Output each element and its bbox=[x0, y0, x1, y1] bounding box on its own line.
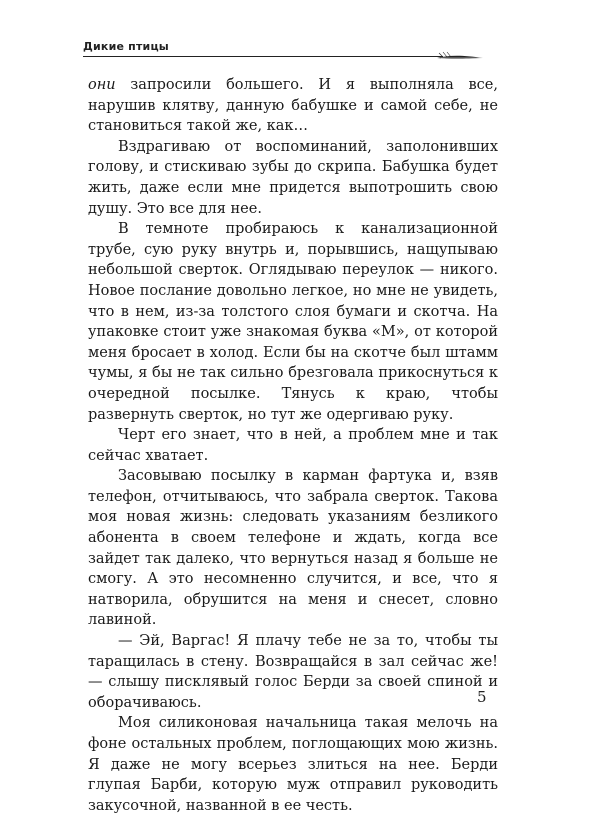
page-number: 5 bbox=[477, 688, 487, 706]
italic-lead-word: они bbox=[88, 77, 116, 93]
paragraph-3: В темноте пробираюсь к канализационной трубе, сую руку внутрь и, порывшись, нащупываю небольшой сверток. Оглядываю переулок — никого. Новое послание довольно легкое, но мне не увидеть, что в нем, из-за толстого слоя бумаги и скотча. На упаковке стоит уже знакомая буква «М», от которой меня бросает в холод. Если бы на скотче был штамм чумы, я бы не так сильно брезговала прикоснуться к очередной посылке. Тянусь к краю, чтобы развернуть сверток, но тут же одергиваю руку. bbox=[88, 221, 498, 423]
running-header bbox=[83, 40, 483, 64]
paragraph-4: Черт его знает, что в ней, а проблем мне и так сейчас хватает. bbox=[88, 427, 498, 464]
paragraph-2: Вздрагиваю от воспоминаний, заполонивших голову, и стискиваю зубы до скрипа. Бабушка будет жить, даже если мне придется выпотрошить свою душу. Это все для нее. bbox=[88, 138, 498, 217]
feather-quill-icon bbox=[435, 46, 485, 66]
paragraph-6: — Эй, Варгас! Я плачу тебе не за то, чтобы ты таращилась в стену. Возвращайся в зал сейчас же! — слышу писклявый голос Берди за своей спиной и оборачиваюсь. bbox=[88, 633, 498, 711]
paragraph-7: Моя силиконовая начальница такая мелочь на фоне остальных проблем, поглощающих мою жизнь. Я даже не могу всерьез злиться на нее. Берди глупая Барби, которую муж отправил руководить закусочной, названной в ее честь. bbox=[88, 715, 498, 814]
paragraph-1 bbox=[88, 75, 498, 137]
paragraph-5: Засовываю посылку в карман фартука и, взяв телефон, отчитываюсь, что забрала сверток. Такова моя новая жизнь: следовать указаниям безликого абонента в своем телефоне и ждать, когда все зайдет так далеко, что вернуться назад я больше не смогу. А это несомненно случится, и все, что я натворила, обрушится на меня и снесет, словно лавиной. bbox=[88, 468, 498, 629]
header-rule bbox=[83, 56, 443, 57]
paragraph-1-text: запросили большего. И я выполняла все, нарушив клятву, данную бабушке и самой себе, не становиться такой же, как… bbox=[88, 77, 498, 135]
running-title: Дикие птицы bbox=[83, 40, 169, 53]
body-text bbox=[88, 75, 498, 816]
